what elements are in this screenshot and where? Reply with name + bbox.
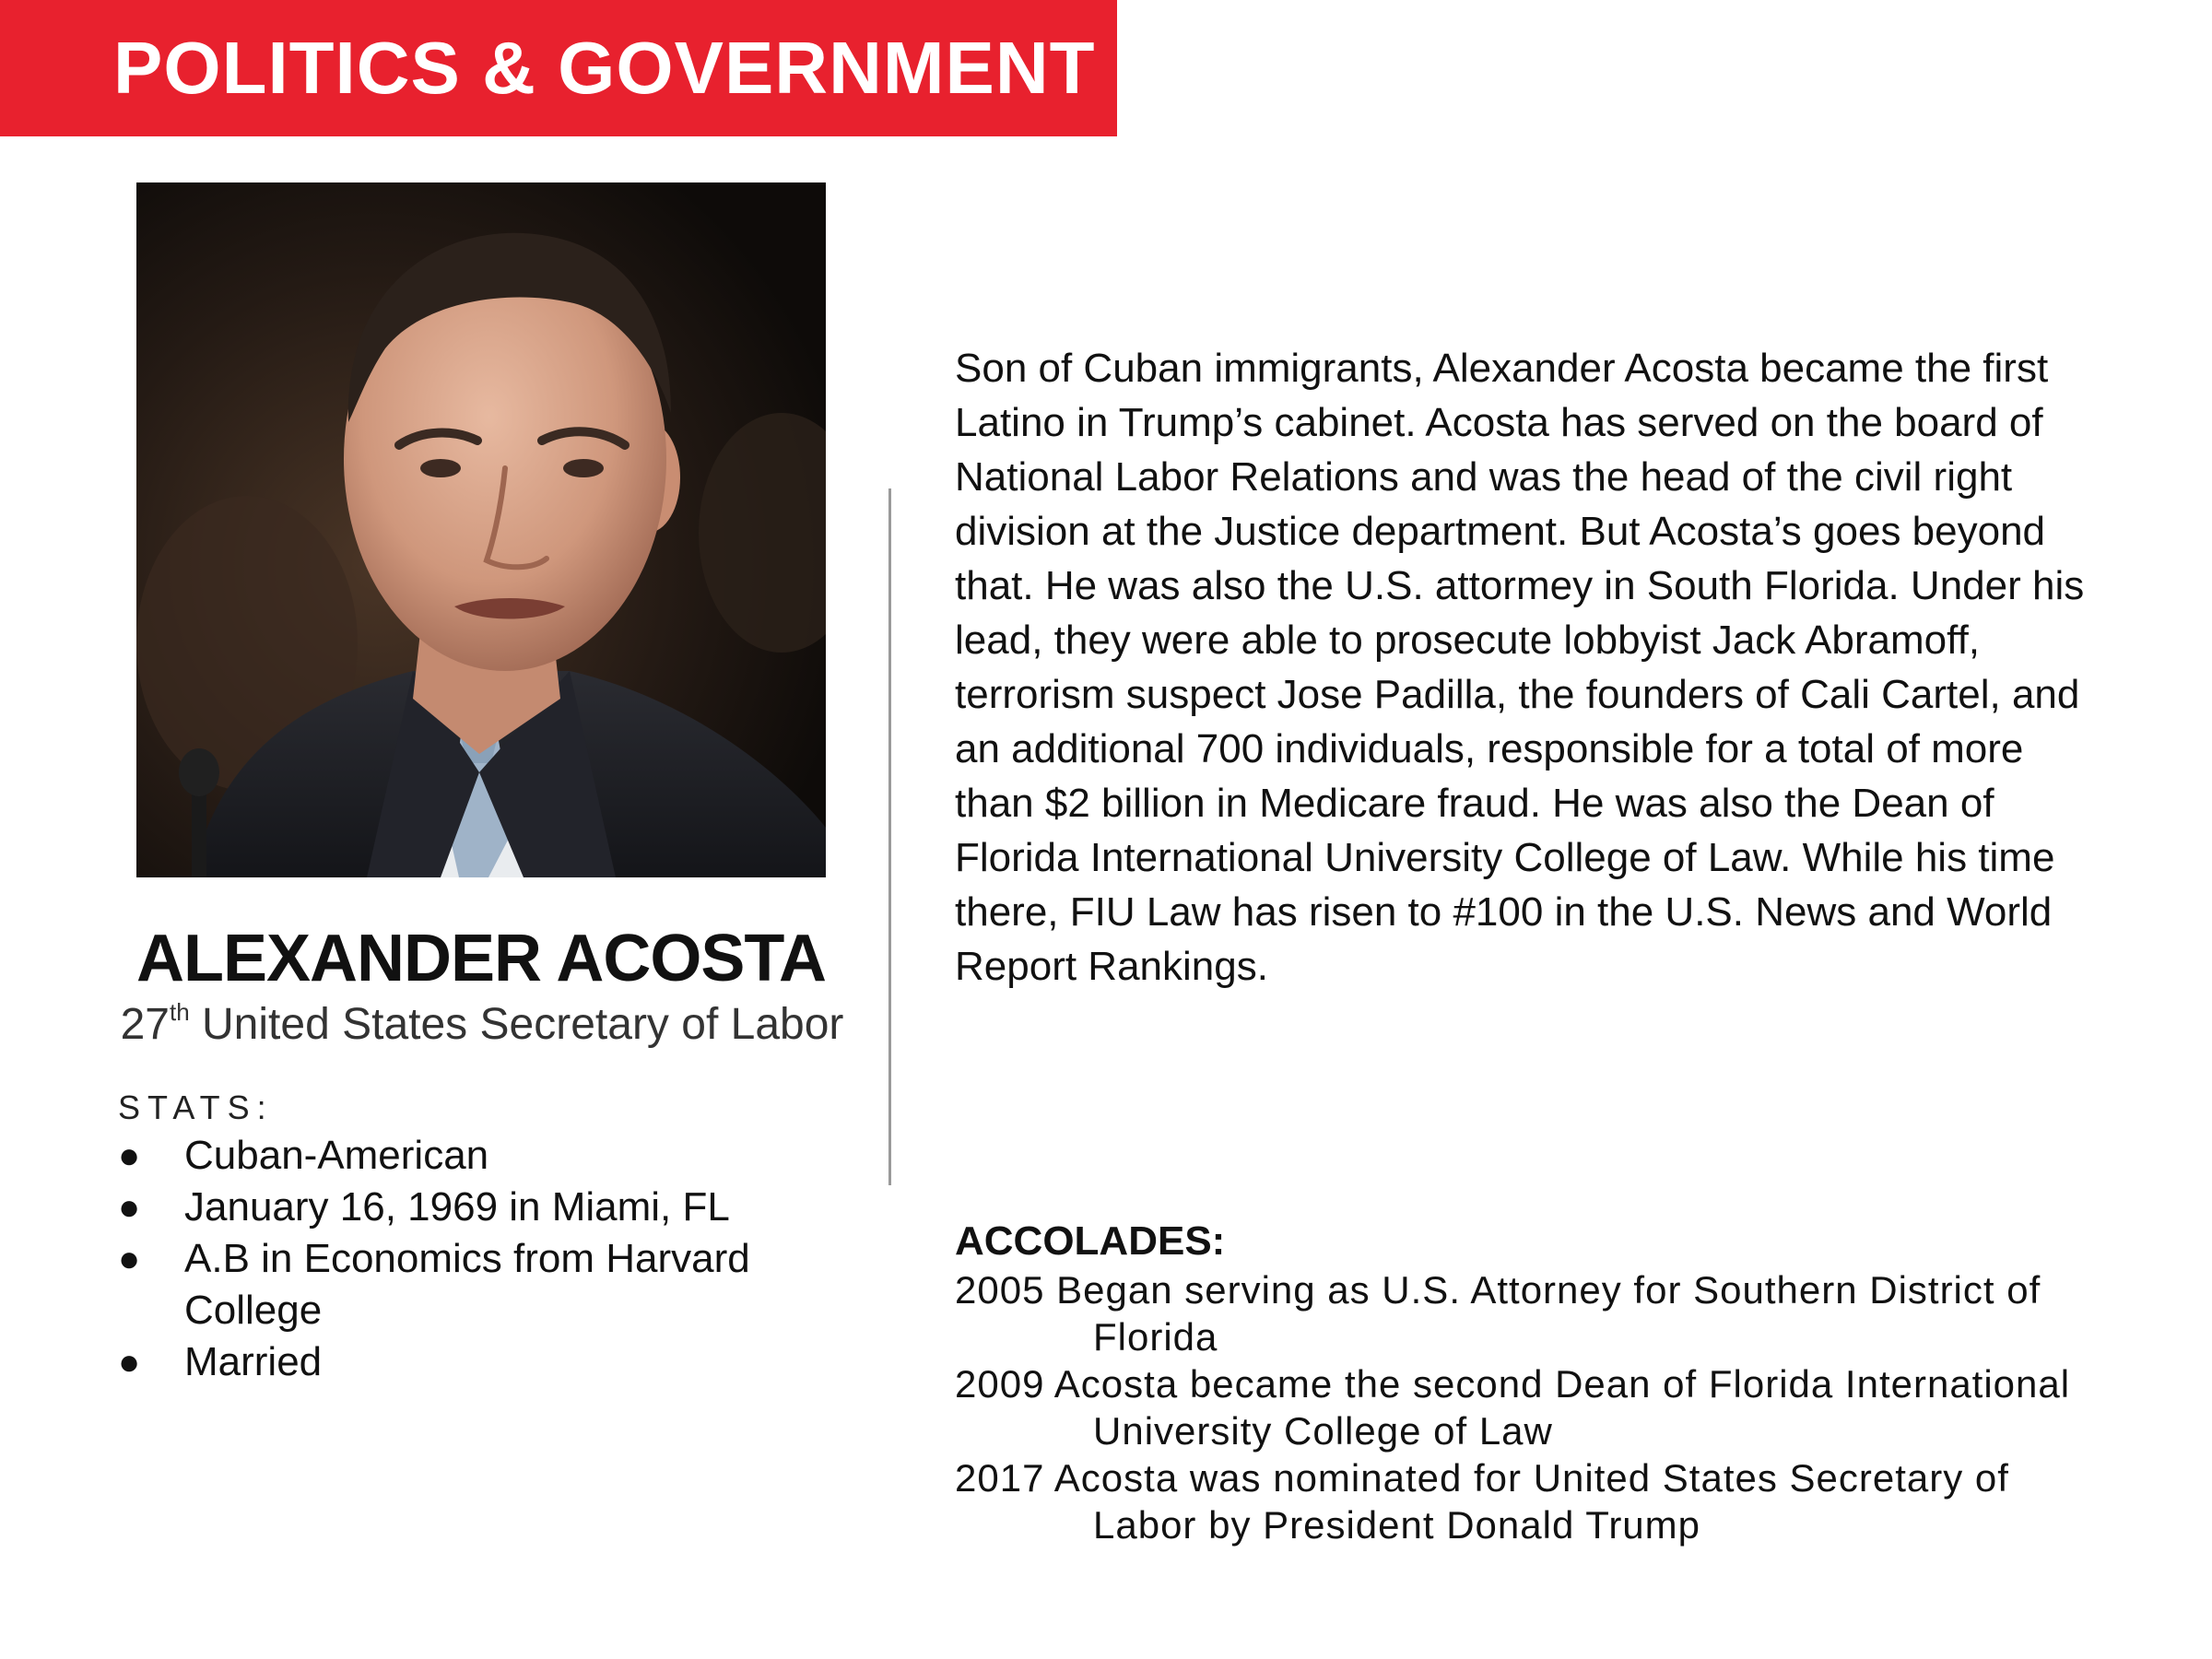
accolades-list <box>955 1266 2107 1548</box>
bullet-icon: ● <box>118 1342 141 1382</box>
person-role <box>118 997 846 1058</box>
role-title: United States Secretary of Labor <box>202 1000 844 1049</box>
person-name: ALEXANDER ACOSTA <box>136 922 827 995</box>
accolade-item: 2017 Acosta was nominated for United States Secretary of Labor by President Donald Trump <box>955 1456 2009 1547</box>
accolade-item: 2009 Acosta became the second Dean of Florida International University College of Law <box>955 1362 2071 1453</box>
role-ordinal-suffix: th <box>169 998 190 1026</box>
stats-heading: STATS: <box>118 1088 274 1126</box>
stats-list <box>118 1130 818 1388</box>
stats-item-text: A.B in Economics from Harvard College <box>184 1236 750 1333</box>
stats-item-text: January 16, 1969 in Miami, FL <box>184 1184 730 1230</box>
stats-item <box>118 1336 818 1388</box>
bullet-icon: ● <box>118 1187 141 1228</box>
bullet-icon: ● <box>118 1135 141 1176</box>
stats-item-text: Married <box>184 1339 323 1384</box>
stats-item-text: Cuban-American <box>184 1133 489 1178</box>
accolades-heading: ACCOLADES: <box>955 1218 1226 1264</box>
vertical-divider <box>888 488 891 1185</box>
section-banner <box>0 0 1117 136</box>
section-title: POLITICS & GOVERNMENT <box>113 27 1096 109</box>
bullet-icon: ● <box>118 1239 141 1279</box>
stats-item <box>118 1182 818 1233</box>
accolade-item: 2005 Began serving as U.S. Attorney for Southern District of Florida <box>955 1268 2041 1359</box>
portrait-photo <box>136 182 826 877</box>
biography-text: Son of Cuban immigrants, Alexander Acosta became the first Latino in Trump’s cabinet. Acosta has served on the board of National Labor Relations and was the head of the civil right division at the Justice department. But Acosta’s goes beyond that. He was also the U.S. attormey in South Florida. Under his lead, they were able to prosecute lobbyist Jack Abramoff, terrorism suspect Jose Padilla, the founders of Cali Cartel, and an additional 700 individuals, responsible for a total of more than $2 billion in Medicare fraud. He was also the Dean of Florida International University College of Law. While his time there, FIU Law has risen to #100 in the U.S. News and World Report Rankings. <box>955 346 2085 989</box>
stats-item <box>118 1130 818 1182</box>
stats-item <box>118 1233 818 1336</box>
role-ordinal-number: 27 <box>120 1000 170 1049</box>
